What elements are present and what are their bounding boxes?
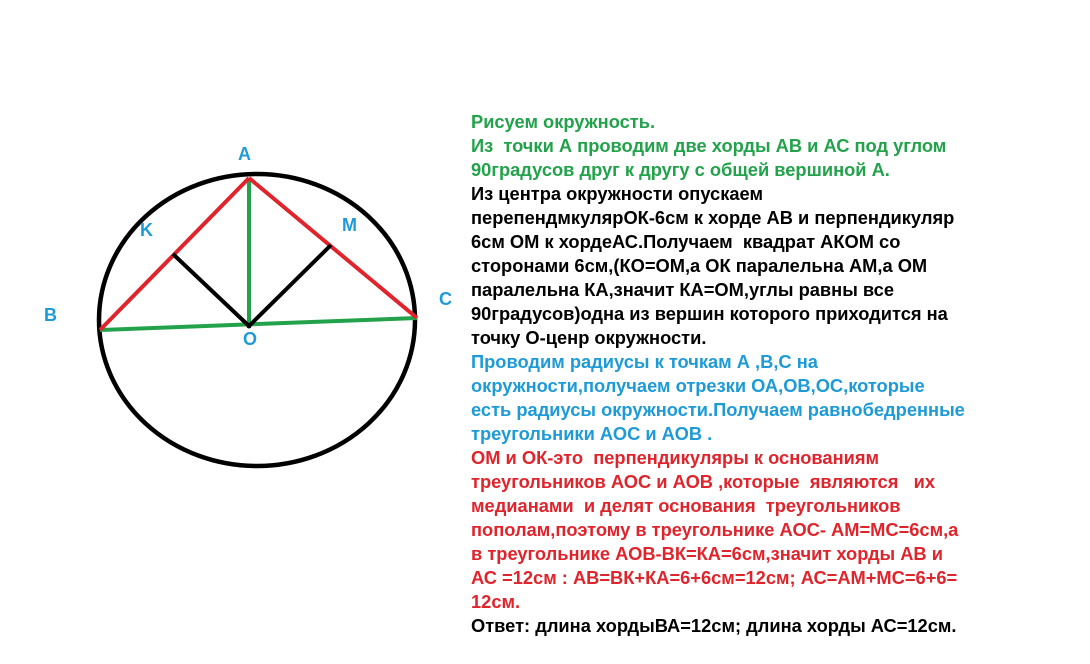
chord-ac: [249, 178, 417, 318]
center-dot: [247, 324, 252, 329]
text-line: есть радиусы окружности.Получаем равнобедренные: [471, 399, 965, 420]
text-line: точку О-ценр окружности.: [471, 327, 707, 348]
circle-diagram: [0, 0, 460, 480]
text-line: в треугольнике АОВ-ВК=КА=6см,значит хорды АВ и: [471, 543, 943, 564]
label-o: O: [243, 329, 258, 349]
text-line: Рисуем окружность.: [471, 111, 656, 132]
text-line: пополам,поэтому в треугольнике АОС- АМ=МС=6см,а: [471, 519, 959, 540]
text-line: треугольников АОС и АОВ ,которые являются их: [471, 471, 936, 492]
text-line: Из точки А проводим две хорды АВ и АС под углом: [471, 135, 947, 156]
text-line: Из центра окружности опускаем: [471, 183, 763, 204]
label-b: B: [44, 305, 57, 325]
explanation-text: [471, 110, 1083, 638]
text-line: АС =12см : АВ=ВК+КА=6+6см=12см; АС=АМ+МС=6+6=: [471, 567, 958, 588]
text-line: окружности,получаем отрезки ОА,ОВ,ОС,которые: [471, 375, 925, 396]
text-line: треугольники АОС и АОВ .: [471, 423, 713, 444]
perpendicular-ok: [173, 254, 249, 326]
text-line: медианами и делят основания треугольников: [471, 495, 901, 516]
answer-line: Ответ: длина хордыВА=12см; длина хорды АС=12см.: [471, 615, 957, 636]
text-line: Проводим радиусы к точкам А ,В,С на: [471, 351, 818, 372]
text-line: 6см ОМ к хордеАС.Получаем квадрат АКОМ со: [471, 231, 901, 252]
radius-ob-oc: [100, 318, 417, 330]
text-line: 90градусов друг к другу с общей вершиной А.: [471, 159, 890, 180]
text-line: паралельна КА,значит КА=ОМ,углы равны все: [471, 279, 895, 300]
text-line: 12см.: [471, 591, 521, 612]
label-k: K: [140, 220, 153, 240]
label-a: A: [238, 144, 251, 164]
text-line: сторонами 6см,(КО=ОМ,а ОК паралельна АМ,а ОМ: [471, 255, 928, 276]
label-m: M: [342, 215, 357, 235]
label-c: C: [439, 289, 452, 309]
perpendicular-om: [249, 245, 331, 326]
text-line: перепендмкулярОК-6см к хорде АВ и перпендикуляр: [471, 207, 955, 228]
text-line: 90градусов)одна из вершин которого приходится на: [471, 303, 948, 324]
text-line: ОМ и ОК-это перпендикуляры к основаниям: [471, 447, 880, 468]
